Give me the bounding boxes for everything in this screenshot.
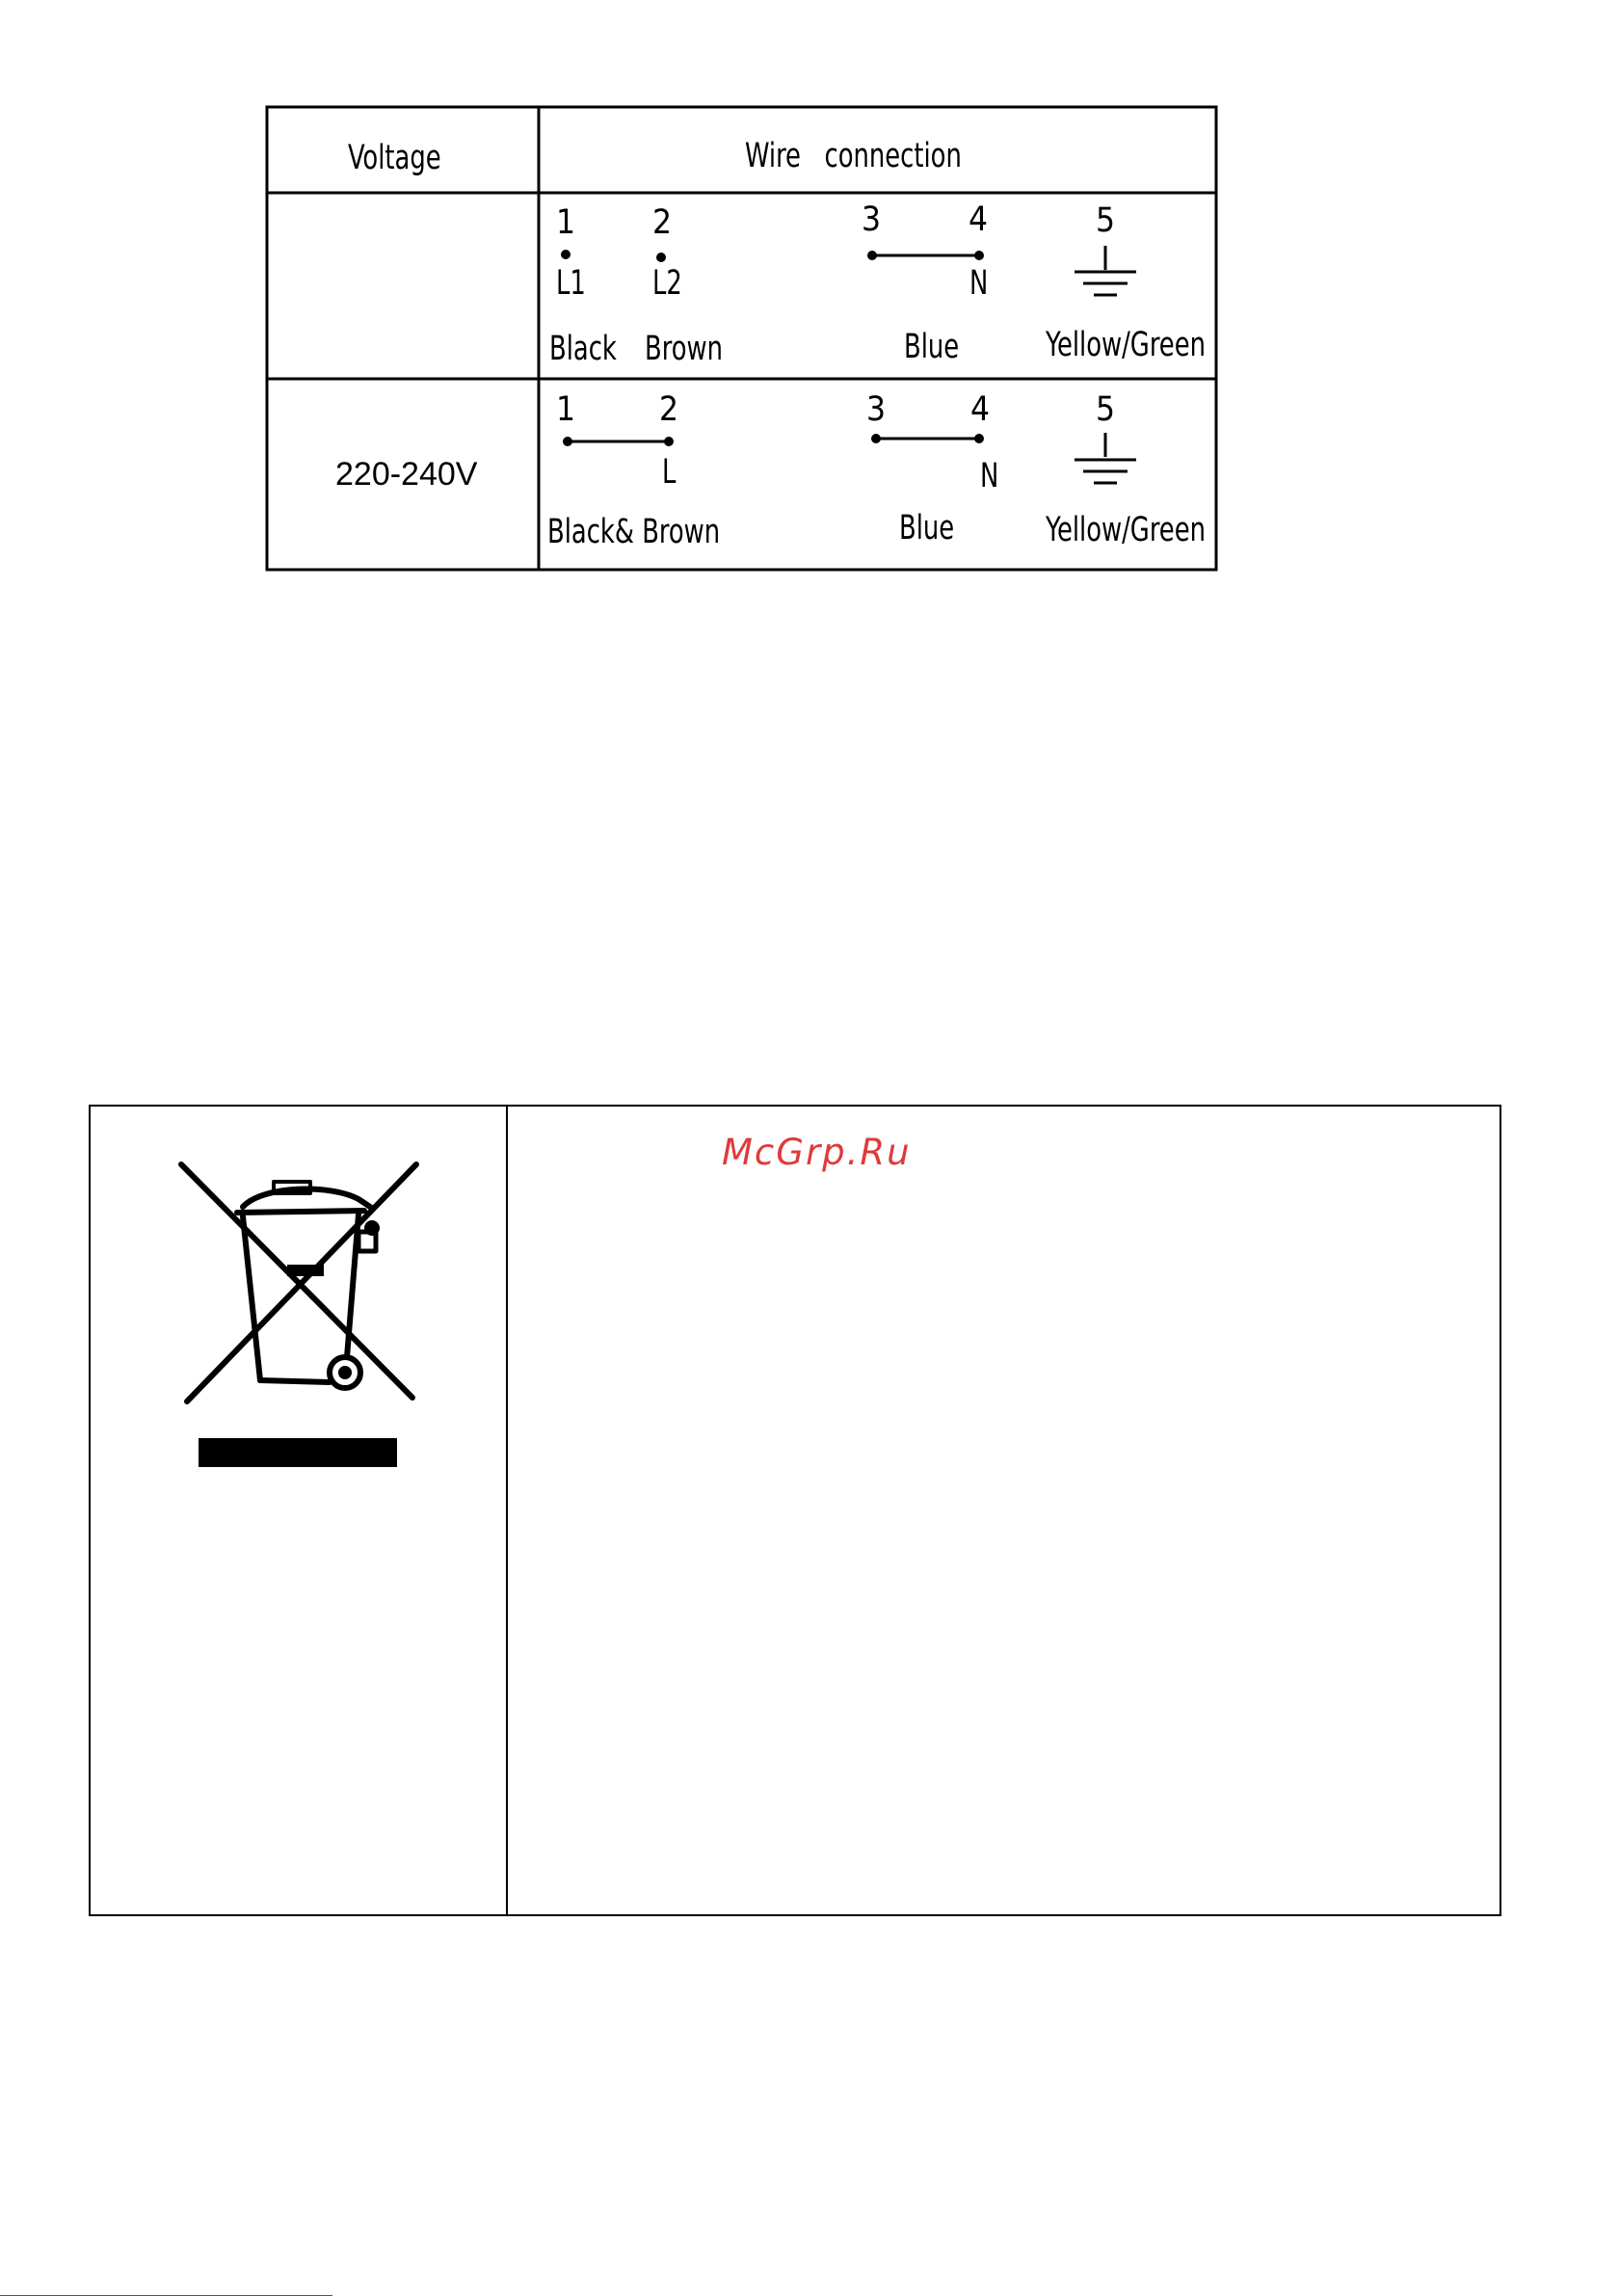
row2-terminal-marks bbox=[563, 434, 984, 446]
terminal-number: 2 bbox=[659, 390, 679, 429]
wiring-table bbox=[267, 107, 1216, 570]
conductor-label: L1 bbox=[556, 264, 586, 303]
weee-notice-box bbox=[89, 1105, 1501, 1916]
terminal-number: 1 bbox=[556, 390, 576, 429]
wire-color-label: Black& Brown bbox=[547, 513, 721, 551]
wire-color-label: Blue bbox=[904, 328, 960, 366]
terminal-number: 3 bbox=[866, 390, 887, 429]
crossed-out-wheelie-bin-icon bbox=[175, 1159, 426, 1467]
watermark-text: McGrp.Ru bbox=[722, 1132, 912, 1173]
wire-color-label: Blue bbox=[899, 509, 955, 547]
wire-color-label: Yellow/Green bbox=[1046, 326, 1206, 364]
weee-bar bbox=[199, 1438, 397, 1467]
header-wire-connection: Wire connection bbox=[745, 137, 962, 175]
wire-color-label: Brown bbox=[645, 330, 723, 368]
terminal-number: 1 bbox=[556, 203, 576, 242]
conductor-label: L bbox=[662, 453, 677, 492]
conductor-label: N bbox=[969, 264, 989, 303]
terminal-number: 5 bbox=[1096, 201, 1116, 240]
terminal-number: 2 bbox=[652, 203, 673, 242]
conductor-label: L2 bbox=[652, 264, 682, 303]
voltage-value: 220-240V bbox=[335, 456, 478, 493]
header-voltage: Voltage bbox=[348, 139, 441, 177]
terminal-number: 4 bbox=[969, 200, 989, 239]
terminal-number: 3 bbox=[862, 200, 882, 239]
terminal-number: 5 bbox=[1096, 390, 1116, 429]
terminal-number: 4 bbox=[970, 390, 991, 429]
wire-color-label: Black bbox=[549, 330, 617, 368]
earth-ground-icon bbox=[1075, 433, 1136, 483]
earth-ground-icon bbox=[1075, 246, 1136, 295]
wire-color-label: Yellow/Green bbox=[1046, 511, 1206, 549]
row1-terminal-marks bbox=[561, 250, 984, 262]
conductor-label: N bbox=[980, 457, 999, 495]
